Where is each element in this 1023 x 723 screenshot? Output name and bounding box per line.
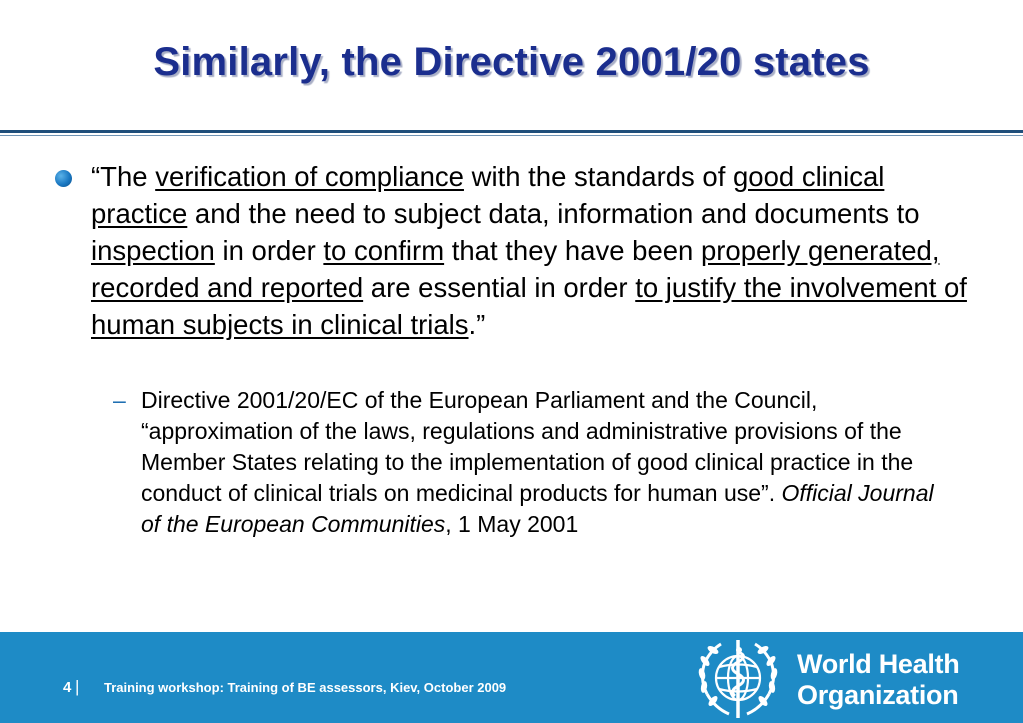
quote-text: are essential in order bbox=[363, 272, 636, 303]
main-bullet-text bbox=[91, 158, 976, 343]
underlined-inspection: inspection bbox=[91, 235, 215, 266]
underlined-properly-generated: properly generated, recorded and reported bbox=[91, 235, 940, 303]
underlined-confirm: to confirm bbox=[323, 235, 445, 266]
underlined-verification: verification of compliance bbox=[155, 161, 464, 192]
quote-text: that they have been bbox=[444, 235, 701, 266]
who-name-line2: Organization bbox=[797, 680, 959, 710]
bullet-dot-icon bbox=[55, 170, 72, 187]
quote-text: .” bbox=[468, 309, 486, 340]
sub-bullet-text bbox=[141, 385, 936, 540]
quote-text: with the standards of bbox=[463, 161, 733, 192]
page-number: 4 bbox=[63, 679, 72, 696]
underlined-gcp: good clinical practice bbox=[91, 161, 885, 229]
slide-title: Similarly, the Directive 2001/20 states bbox=[153, 40, 870, 84]
quote-text: in order bbox=[214, 235, 324, 266]
quote-text: “The bbox=[91, 161, 156, 192]
underlined-justify: to justify the involvement of human subjects in clinical trials bbox=[91, 272, 967, 340]
page-separator: | bbox=[75, 677, 80, 696]
title-divider-thin bbox=[0, 135, 1023, 136]
citation-text: Directive 2001/20/EC of the European Parliament and the Council, “approximation of the laws, regulations and administrative provisions of the Member States relating to the implementation of good clinical practice in the conduct of clinical trials on medicinal products for human use”. bbox=[141, 387, 914, 506]
journal-name: Official Journal of the European Communities bbox=[141, 480, 934, 537]
footer-text: Training workshop: Training of BE assessors, Kiev, October 2009 bbox=[104, 680, 507, 695]
who-name-line1: World Health bbox=[797, 649, 960, 679]
title-divider bbox=[0, 130, 1023, 133]
citation-date: , 1 May 2001 bbox=[445, 511, 579, 537]
who-wordmark bbox=[797, 649, 959, 711]
dash-icon: – bbox=[113, 387, 126, 413]
footer-band bbox=[0, 632, 1023, 723]
who-emblem-icon bbox=[693, 634, 783, 722]
quote-text: and the need to subject data, information and documents to bbox=[187, 198, 920, 229]
